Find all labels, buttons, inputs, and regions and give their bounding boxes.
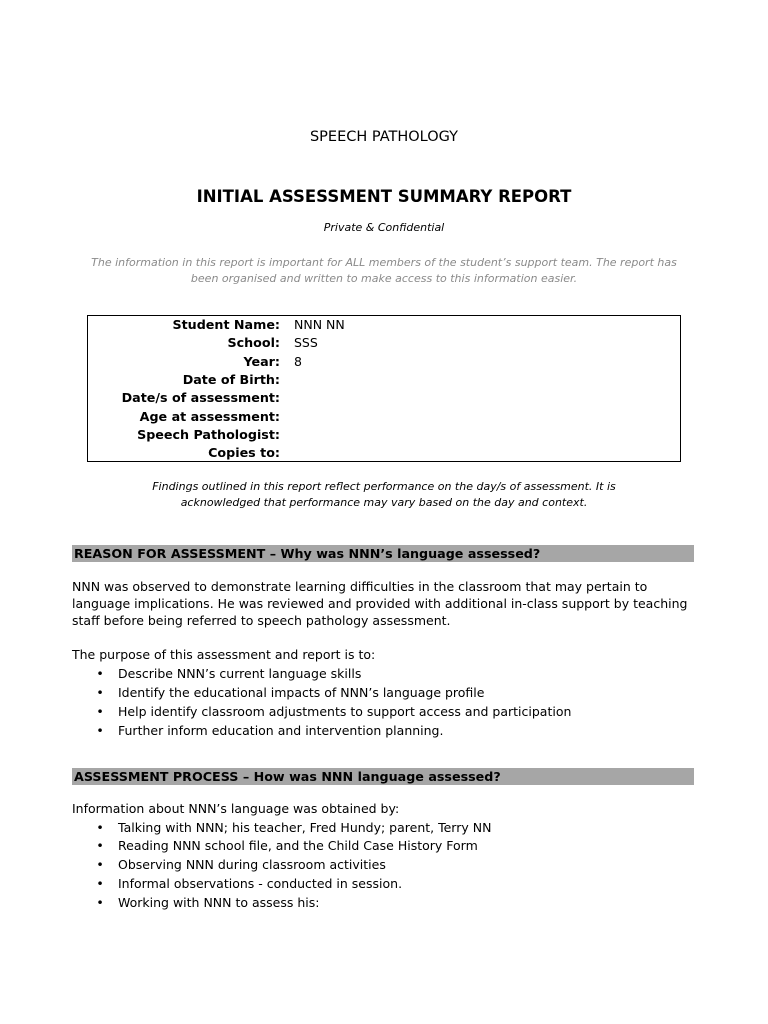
detail-label: Age at assessment:: [139, 408, 280, 424]
intro-note-line: been organised and written to make access to this information easier.: [190, 272, 578, 285]
purpose-intro: The purpose of this assessment and report is to:: [72, 647, 376, 662]
intro-note-line: The information in this report is important for ALL members of the student’s support team. The report has: [91, 256, 677, 269]
list-item: [72, 664, 692, 683]
reason-paragraph: [72, 578, 687, 629]
list-item-text: Help identify classroom adjustments to support access and participation: [118, 703, 572, 719]
list-item: [72, 894, 692, 913]
intro-note: [0, 255, 768, 287]
purpose-list: [72, 664, 692, 740]
detail-value: SSS: [294, 335, 318, 351]
section-heading-process: ASSESSMENT PROCESS – How was NNN language assessed?: [72, 768, 694, 785]
findings-note-line: Findings outlined in this report reflect performance on the day/s of assessment. It is: [152, 480, 616, 493]
paragraph-line: NNN was observed to demonstrate learning difficulties in the classroom that may pertain to: [72, 579, 648, 594]
paragraph-line: language implications. He was reviewed and provided with additional in-class support by teaching: [72, 596, 688, 611]
bullet-icon: [95, 702, 105, 721]
process-intro: Information about NNN’s language was obtained by:: [72, 801, 400, 816]
detail-row-speech-pathologist: [88, 426, 680, 444]
list-item-text: Talking with NNN; his teacher, Fred Hundy; parent, Terry NN: [118, 819, 492, 835]
detail-row-date-of-birth: [88, 371, 680, 389]
detail-row-copies-to: [88, 444, 680, 462]
paragraph-line: staff before being referred to speech pathology assessment.: [72, 613, 451, 628]
findings-note-line: acknowledged that performance may vary based on the day and context.: [180, 496, 588, 509]
findings-note: [0, 479, 768, 511]
detail-label: Year:: [243, 353, 280, 369]
list-item: [72, 875, 692, 894]
detail-label: School:: [227, 335, 280, 351]
bullet-icon: [95, 664, 105, 683]
detail-row-school: [88, 334, 680, 352]
detail-label: Date of Birth:: [182, 372, 280, 388]
detail-row-assessment-dates: [88, 389, 680, 407]
detail-row-student-name: [88, 316, 680, 334]
confidentiality-label: Private & Confidential: [323, 221, 445, 234]
detail-row-age-at-assessment: [88, 407, 680, 425]
detail-label: Copies to:: [208, 445, 280, 461]
bullet-icon: [95, 683, 105, 702]
list-item: [72, 856, 692, 875]
list-item-text: Further inform education and intervention planning.: [118, 722, 444, 738]
list-item: [72, 702, 692, 721]
list-item: [72, 721, 692, 740]
report-title: INITIAL ASSESSMENT SUMMARY REPORT: [196, 187, 572, 206]
list-item-text: Identify the educational impacts of NNN’s language profile: [118, 684, 485, 700]
bullet-icon: [95, 856, 105, 875]
list-item-text: Observing NNN during classroom activities: [118, 857, 386, 872]
process-list: [72, 819, 692, 913]
list-item-text: Reading NNN school file, and the Child Case History Form: [118, 838, 478, 854]
list-item: [72, 683, 692, 702]
detail-value: 8: [294, 353, 302, 369]
list-item-text: Informal observations - conducted in session.: [118, 875, 403, 891]
bullet-icon: [95, 875, 105, 894]
student-details-box: [87, 315, 681, 462]
detail-value: NNN NN: [294, 317, 345, 333]
bullet-icon: [95, 894, 105, 913]
detail-label: Speech Pathologist:: [137, 426, 280, 442]
list-item-text: Describe NNN’s current language skills: [118, 665, 362, 681]
list-item: [72, 837, 692, 856]
bullet-icon: [95, 721, 105, 740]
list-item-text: Working with NNN to assess his:: [118, 894, 320, 910]
section-heading-reason: REASON FOR ASSESSMENT – Why was NNN’s language assessed?: [72, 545, 694, 562]
bullet-icon: [95, 819, 105, 838]
list-item: [72, 819, 692, 838]
detail-row-year: [88, 353, 680, 371]
detail-label: Date/s of assessment:: [121, 390, 280, 406]
detail-label: Student Name:: [172, 317, 280, 333]
bullet-icon: [95, 837, 105, 856]
department-heading: SPEECH PATHOLOGY: [309, 129, 459, 145]
